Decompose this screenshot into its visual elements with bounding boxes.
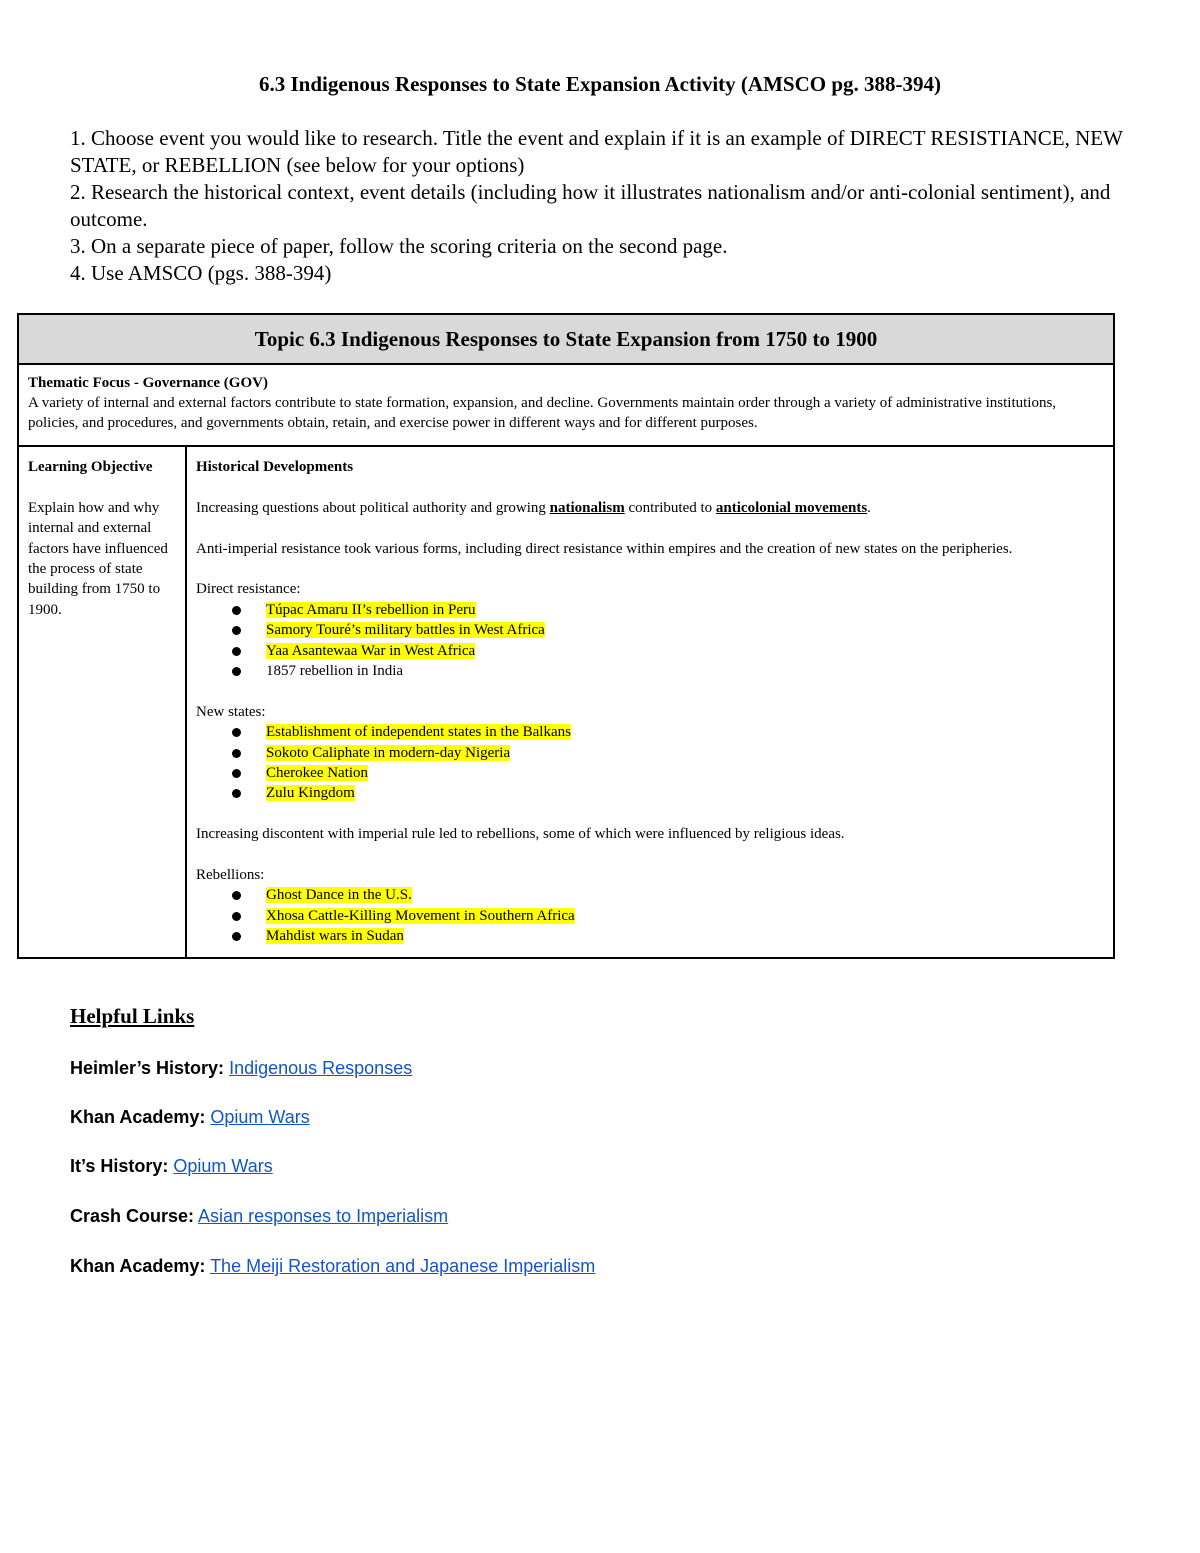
highlighted-text: Establishment of independent states in the Balkans	[266, 724, 571, 741]
instruction-item: 4. Use AMSCO (pgs. 388-394)	[70, 261, 332, 285]
term-nationalism: nationalism	[549, 499, 625, 516]
paragraph-discontent: Increasing discontent with imperial rule led to rebellions, some of which were influenced by religious ideas.	[196, 826, 845, 843]
instructions-list	[70, 125, 1130, 287]
link-row	[70, 1256, 595, 1277]
link-source: Khan Academy:	[70, 1256, 206, 1276]
link-asian-responses[interactable]: Asian responses to Imperialism	[198, 1206, 449, 1226]
page-title: 6.3 Indigenous Responses to State Expansion Activity (AMSCO pg. 388-394)	[259, 72, 941, 96]
bullet-icon	[232, 667, 241, 676]
bullet-icon	[232, 891, 241, 900]
direct-resistance-label: Direct resistance:	[196, 581, 301, 598]
link-source: Khan Academy:	[70, 1107, 206, 1127]
list-item	[232, 926, 1104, 946]
list-item	[232, 743, 1104, 763]
highlighted-text: Cherokee Nation	[266, 765, 369, 782]
link-meiji-restoration[interactable]: The Meiji Restoration and Japanese Imperialism	[210, 1256, 596, 1276]
text-span: .	[867, 499, 871, 516]
link-source: It’s History:	[70, 1156, 169, 1176]
text-span: Increasing questions about political authority and growing	[196, 499, 550, 516]
list-item	[232, 763, 1104, 783]
historical-developments-cell	[186, 446, 1114, 958]
instruction-item: 3. On a separate piece of paper, follow the scoring criteria on the second page.	[70, 234, 728, 258]
learning-objective-text: Explain how and why internal and external factors have influenced the process of state building from 1750 to 1900.	[28, 499, 168, 618]
link-source: Heimler’s History:	[70, 1058, 225, 1078]
new-states-label: New states:	[196, 703, 266, 720]
rebellions-list	[196, 885, 1104, 946]
new-states-list	[196, 722, 1104, 804]
highlighted-text: Yaa Asantewaa War in West Africa	[266, 642, 476, 659]
link-opium-wars-its-history[interactable]: Opium Wars	[173, 1156, 273, 1176]
bullet-icon	[232, 932, 241, 941]
paragraph-anti-imperial: Anti-imperial resistance took various forms, including direct resistance within empires and the creation of new states on the peripheries.	[196, 540, 1013, 557]
list-item	[232, 885, 1104, 905]
list-item	[232, 783, 1104, 803]
highlighted-text: Samory Touré’s military battles in West Africa	[266, 622, 545, 639]
topic-header: Topic 6.3 Indigenous Responses to State Expansion from 1750 to 1900	[18, 314, 1114, 364]
paragraph-nationalism	[196, 498, 1104, 518]
historical-heading: Historical Developments	[196, 459, 354, 475]
bullet-icon	[232, 789, 241, 798]
bullet-icon	[232, 728, 241, 737]
thematic-focus-cell	[18, 364, 1114, 446]
list-item	[232, 906, 1104, 926]
link-indigenous-responses[interactable]: Indigenous Responses	[229, 1058, 413, 1078]
bullet-icon	[232, 749, 241, 758]
link-row	[70, 1107, 310, 1128]
bullet-icon	[232, 647, 241, 656]
learning-objective-heading: Learning Objective	[28, 459, 153, 475]
bullet-icon	[232, 769, 241, 778]
rebellions-label: Rebellions:	[196, 867, 265, 884]
thematic-text: A variety of internal and external factors contribute to state formation, expansion, and decline. Governments maintain order through a variety of administrative institutions, policies, and procedures, and governments obtain, retain, and exercise power in different ways and for different purposes.	[28, 395, 1057, 431]
link-opium-wars-khan[interactable]: Opium Wars	[210, 1107, 310, 1127]
list-item	[232, 722, 1104, 742]
bullet-icon	[232, 912, 241, 921]
instruction-item: 1. Choose event you would like to research. Title the event and explain if it is an example of DIRECT RESISTIANCE, NEW STATE, or REBELLION (see below for your options)	[70, 126, 1123, 177]
direct-resistance-list	[196, 600, 1104, 682]
thematic-heading: Thematic Focus - Governance (GOV)	[28, 375, 268, 391]
instruction-item: 2. Research the historical context, event details (including how it illustrates nationalism and/or anti-colonial sentiment), and outcome.	[70, 180, 1111, 231]
bullet-icon	[232, 626, 241, 635]
highlighted-text: Ghost Dance in the U.S.	[266, 887, 412, 904]
link-row	[70, 1156, 273, 1177]
list-item	[232, 661, 1104, 681]
highlighted-text: Xhosa Cattle-Killing Movement in Southern Africa	[266, 907, 575, 924]
term-anticolonial: anticolonial movements	[715, 499, 868, 516]
link-row	[70, 1058, 412, 1079]
highlighted-text: Túpac Amaru II’s rebellion in Peru	[266, 601, 476, 618]
text-span: contributed to	[624, 499, 716, 516]
learning-objective-cell	[18, 446, 186, 958]
list-item	[232, 600, 1104, 620]
link-row	[70, 1206, 448, 1227]
highlighted-text: Zulu Kingdom	[266, 785, 355, 802]
list-item	[232, 620, 1104, 640]
bullet-icon	[232, 606, 241, 615]
highlighted-text: Mahdist wars in Sudan	[266, 928, 404, 945]
helpful-links-title: Helpful Links	[70, 1004, 195, 1028]
item-text: 1857 rebellion in India	[266, 663, 404, 680]
list-item	[232, 641, 1104, 661]
link-source: Crash Course:	[70, 1206, 195, 1226]
topic-table	[17, 313, 1115, 959]
highlighted-text: Sokoto Caliphate in modern-day Nigeria	[266, 744, 511, 761]
